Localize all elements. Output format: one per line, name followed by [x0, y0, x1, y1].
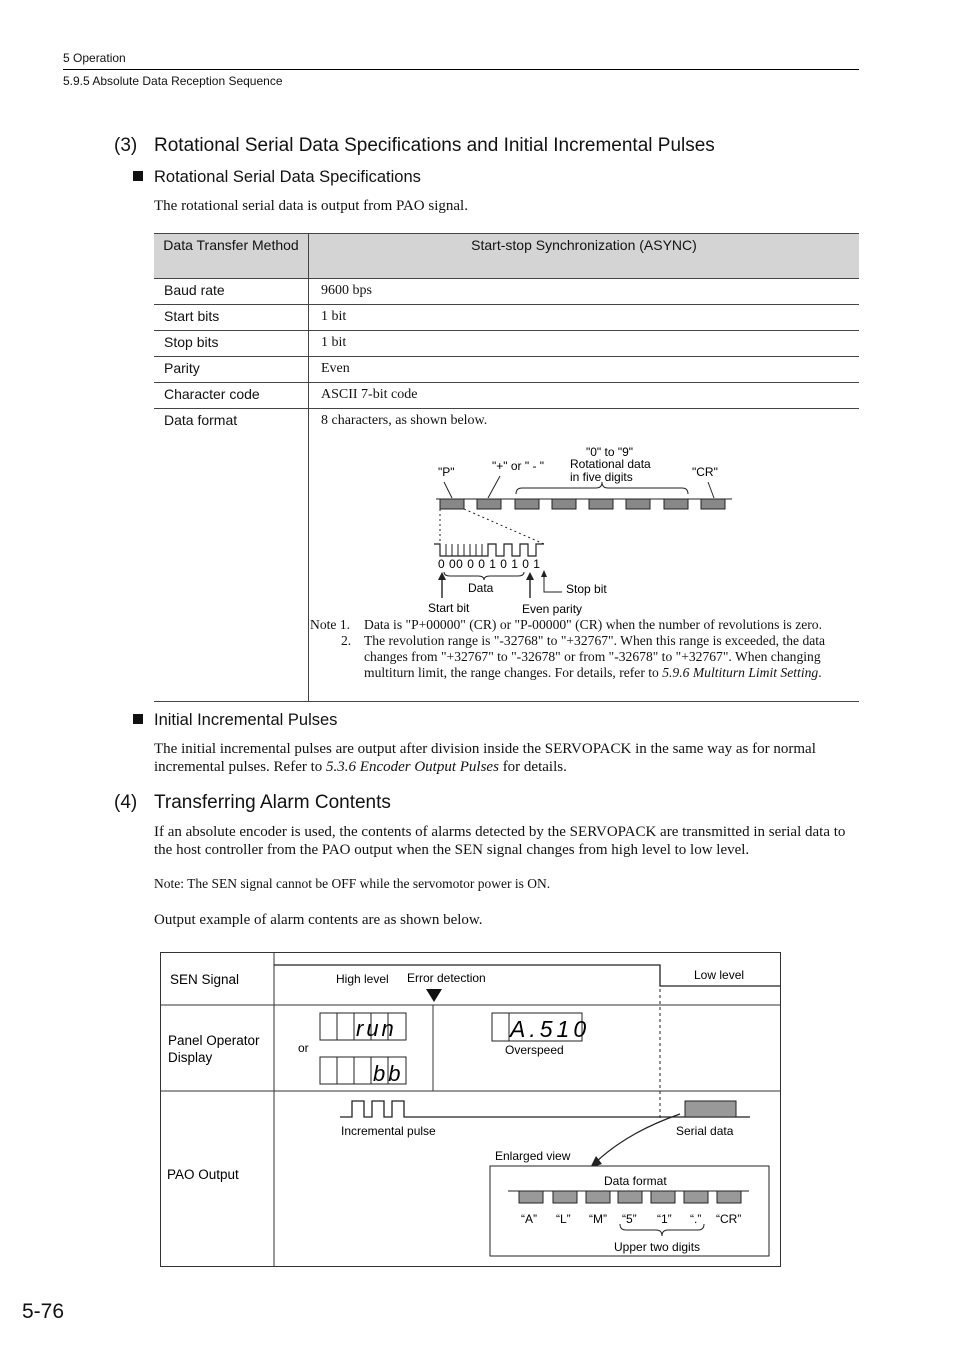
row-label: Data format: [154, 409, 309, 702]
running-header-section: 5.9.5 Absolute Data Reception Sequence: [63, 74, 283, 88]
bullet-square-icon: [133, 171, 143, 181]
row-label: Parity: [154, 357, 309, 383]
char-label: “.”: [690, 1212, 702, 1226]
or-label: or: [298, 1041, 309, 1055]
table-header-async: Start-stop Synchronization (ASYNC): [309, 234, 860, 279]
digits-label-3: in five digits: [570, 470, 633, 484]
sign-char-label: "+" or " - ": [492, 459, 545, 473]
row-label: Start bits: [154, 305, 309, 331]
page-number: 5-76: [22, 1300, 65, 1323]
data-format-label: Data format: [604, 1174, 667, 1188]
initial-pulses-reference: 5.3.6 Encoder Output Pulses: [326, 759, 499, 775]
incremental-pulse-label: Incremental pulse: [341, 1124, 436, 1138]
char-box: [477, 499, 501, 509]
note-2-body: The revolution range is "-32768" to "+32767". When this range is exceeded, the data changes from "+32767" to "-32678" or from "-32678" to "+32767". When changing multiturn limit, the range changes. For details, refer to: [364, 633, 826, 680]
table-row: [154, 305, 859, 331]
zoom-dotted-right: [464, 509, 544, 544]
table-row: [154, 383, 859, 409]
char-box: [589, 499, 613, 509]
even-parity-label: Even parity: [522, 602, 583, 616]
panel-operator-label-1: Panel Operator: [168, 1033, 260, 1048]
alarm-timing-diagram: [160, 952, 782, 1268]
data-bits-label: Data: [468, 581, 494, 595]
char-box: [651, 1191, 675, 1203]
digits-label-1: "0" to "9": [586, 445, 634, 459]
p-char-label: "P": [438, 465, 455, 479]
char-box: [515, 499, 539, 509]
table-row: [154, 279, 859, 305]
serial-format-diagram: [420, 440, 750, 620]
parity-arrowhead-icon: [526, 572, 534, 580]
table-row: [154, 331, 859, 357]
table-row: [154, 357, 859, 383]
display-bb-text: bb: [373, 1061, 404, 1086]
display-alarm: [492, 1013, 590, 1042]
note-2-reference: 5.9.6 Multiturn Limit Setting: [662, 665, 819, 680]
stop-bit-arrowhead-icon: [541, 570, 547, 577]
incremental-pulse-waveform: [340, 1101, 418, 1117]
row-label: Character code: [154, 383, 309, 409]
row-label: Stop bits: [154, 331, 309, 357]
enlarged-view-label: Enlarged view: [495, 1149, 571, 1163]
data-format-value: 8 characters, as shown below.: [321, 413, 488, 428]
row-value: 1 bit: [309, 305, 860, 331]
low-level-label: Low level: [694, 968, 745, 982]
row-label: Baud rate: [154, 279, 309, 305]
char-box: [717, 1191, 741, 1203]
row-value: 9600 bps: [309, 279, 860, 305]
char-label: “CR”: [716, 1212, 742, 1226]
start-bit-label: Start bit: [428, 601, 470, 615]
initial-pulses-text: [154, 740, 858, 776]
char-box: [618, 1191, 642, 1203]
note-2-number: 2.: [341, 633, 352, 648]
alarm-transfer-text: If an absolute encoder is used, the contents of alarms detected by the SERVOPACK are transmitted in serial data to the host controller from the PAO output when the SEN signal changes from high level to low level.: [154, 824, 846, 858]
section-4-title: Transferring Alarm Contents: [154, 792, 391, 813]
char-box: [684, 1191, 708, 1203]
pao-output-label: PAO Output: [167, 1167, 239, 1182]
digits-label-2: Rotational data: [570, 457, 651, 471]
header-rule: [63, 69, 859, 70]
subsection-initial-pulses: [133, 711, 337, 730]
serial-data-label: Serial data: [676, 1124, 734, 1138]
char-box: [701, 499, 725, 509]
intro-text: The rotational serial data is output from PAO signal.: [154, 198, 468, 214]
row-value: Even: [309, 357, 860, 383]
initial-pulses-body: The initial incremental pulses are output after division inside the SERVOPACK in the same way as for normal incremental pulses. Refer to: [154, 741, 816, 775]
error-detection-label: Error detection: [407, 971, 486, 985]
display-alarm-text: A.510: [510, 1016, 591, 1042]
subsection-rotational-spec: [133, 168, 421, 187]
row-value: 1 bit: [309, 331, 860, 357]
char-box: [553, 1191, 577, 1203]
row-value: ASCII 7-bit code: [309, 383, 860, 409]
char-box: [626, 499, 650, 509]
start-bit-arrowhead-icon: [438, 572, 446, 580]
char-label: “A”: [521, 1212, 537, 1226]
p-pointer-line: [444, 482, 452, 498]
bit-sequence: 0 00 0 0 1 0 1 0 1: [438, 557, 541, 571]
sen-signal-label: SEN Signal: [170, 972, 240, 987]
section-4-number: (4): [114, 792, 138, 813]
serial-data-block: [685, 1101, 736, 1117]
char-box: [440, 499, 464, 509]
bit-waveform: [434, 544, 544, 556]
char-label: “1”: [657, 1212, 672, 1226]
digits-brace: [516, 482, 688, 494]
cr-pointer-line: [708, 482, 714, 498]
char-box: [586, 1191, 610, 1203]
enlarged-view-arrow: [596, 1114, 680, 1162]
stop-bit-leader: [544, 572, 562, 592]
subsection-rotational-spec-title: Rotational Serial Data Specifications: [154, 168, 421, 186]
subsection-initial-pulses-title: Initial Incremental Pulses: [154, 711, 338, 729]
panel-operator-label-2: Display: [168, 1050, 213, 1065]
table-header-row: [154, 234, 859, 279]
error-detection-marker-icon: [426, 989, 442, 1002]
char-box: [552, 499, 576, 509]
cr-char-label: "CR": [692, 465, 718, 479]
data-brace: [444, 572, 524, 580]
char-label: “M”: [589, 1212, 607, 1226]
high-level-label: High level: [336, 972, 389, 986]
char-label: “L”: [556, 1212, 571, 1226]
stop-bit-label: Stop bit: [566, 582, 607, 596]
section-3-number: (3): [114, 135, 138, 156]
note-2-text: [364, 633, 856, 681]
table-header-method: Data Transfer Method: [154, 234, 309, 279]
output-example-text: Output example of alarm contents are as shown below.: [154, 912, 483, 928]
note-2-end: .: [818, 665, 822, 680]
char-box: [664, 499, 688, 509]
overspeed-label: Overspeed: [505, 1043, 564, 1057]
char-box: [519, 1191, 543, 1203]
sign-pointer-line: [488, 476, 500, 498]
upper-two-digits-label: Upper two digits: [614, 1240, 701, 1254]
bullet-square-icon: [133, 714, 143, 724]
initial-pulses-end: for details.: [498, 759, 567, 775]
display-run-text: run: [356, 1016, 397, 1041]
sen-note: Note: The SEN signal cannot be OFF while the servomotor power is ON.: [154, 876, 551, 891]
note-1-text: Data is "P+00000" (CR) or "P-00000" (CR) when the number of revolutions is zero.: [364, 617, 823, 632]
display-bb: [320, 1057, 406, 1086]
section-3-title: Rotational Serial Data Specifications and Initial Incremental Pulses: [154, 135, 715, 156]
running-header-chapter: 5 Operation: [63, 51, 126, 65]
char-label: “5”: [622, 1212, 637, 1226]
note-1-number: Note 1.: [310, 617, 351, 632]
char-boxes: [440, 499, 725, 509]
display-run: [320, 1013, 406, 1041]
